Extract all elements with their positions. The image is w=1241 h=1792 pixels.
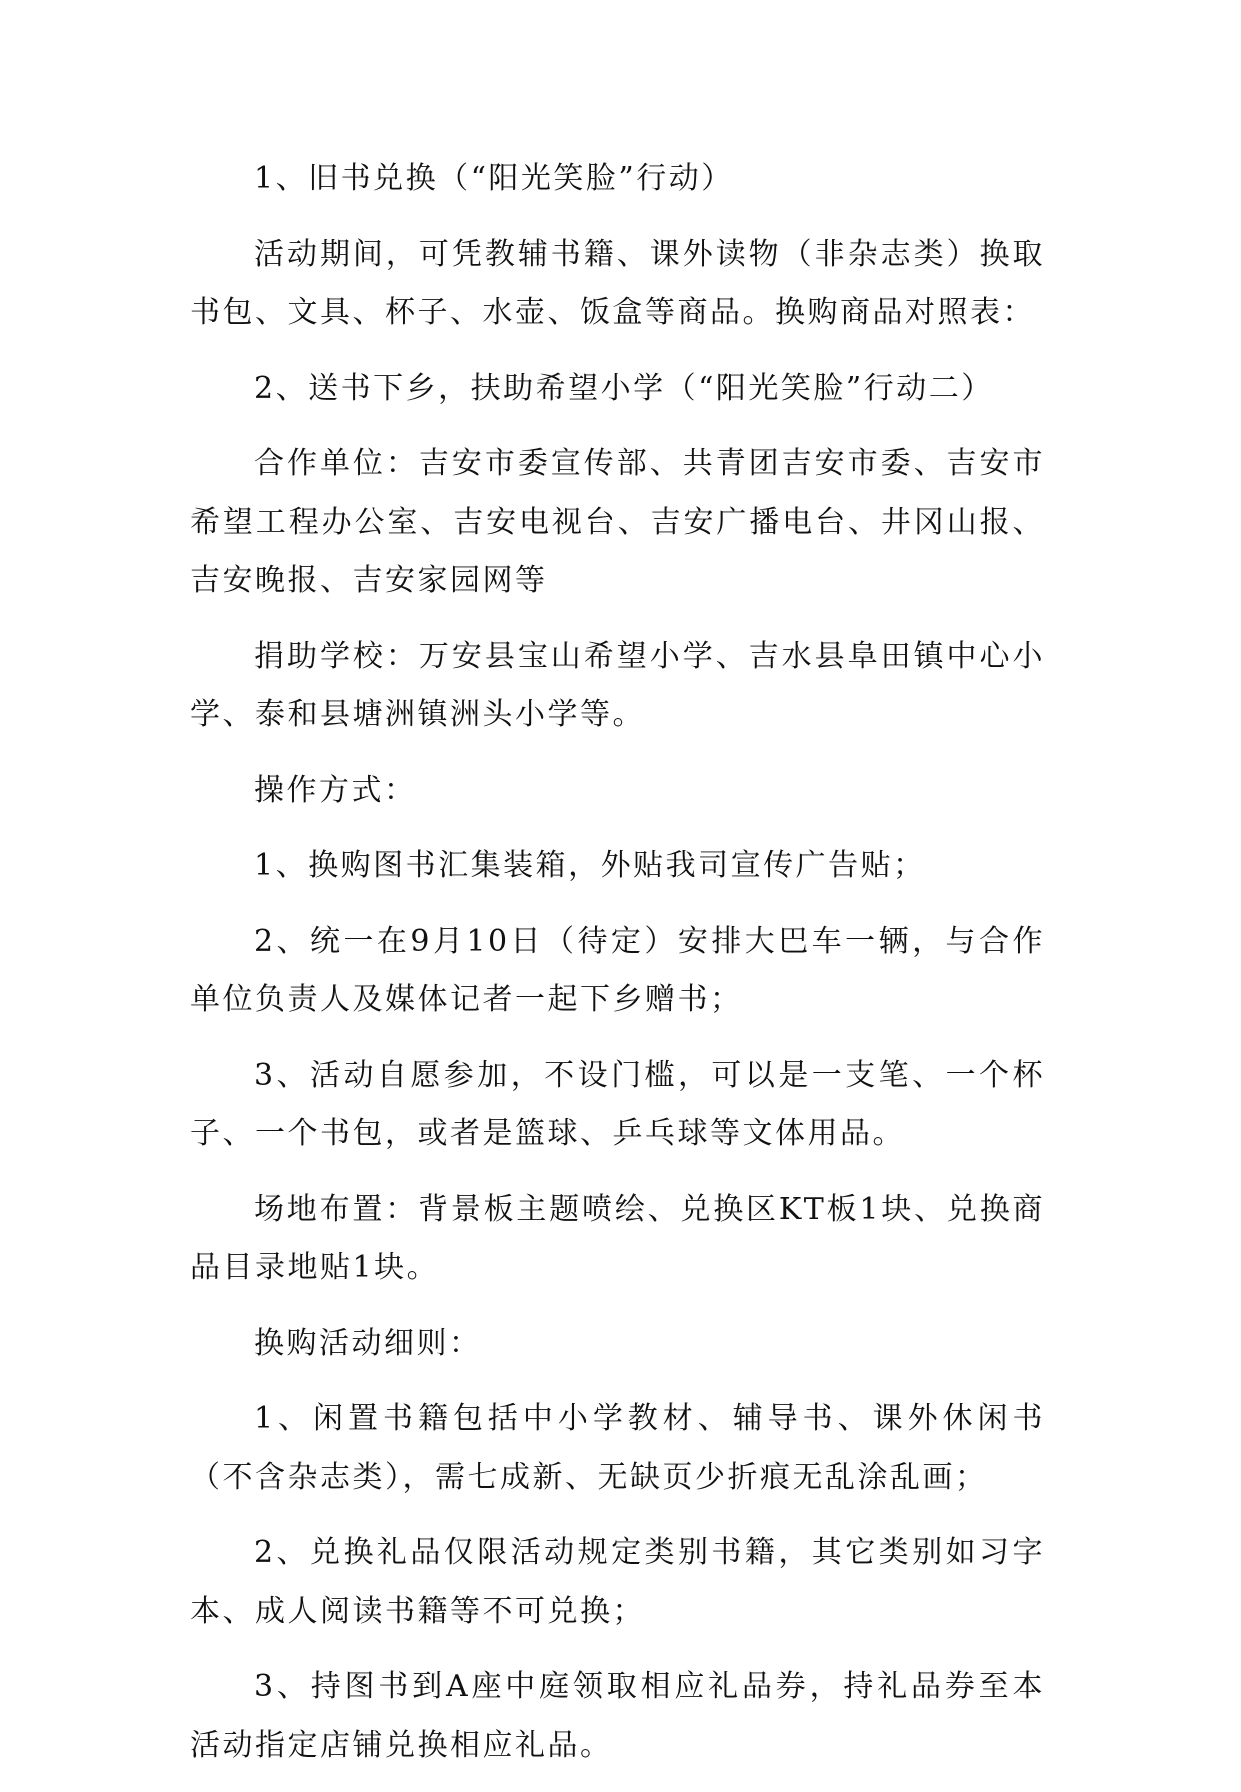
paragraph-exchange-description: 活动期间，可凭教辅书籍、课外读物（非杂志类）换取书包、文具、杯子、水壶、饭盒等商品。换购商品对照表： [190, 236, 1045, 330]
paragraph-operation-heading: 操作方式： [254, 772, 417, 808]
paragraph-rule-1: 1、闲置书籍包括中小学教材、辅导书、课外休闲书（不含杂志类），需七成新、无缺页少折痕无乱涂乱画； [190, 1401, 1045, 1495]
paragraph-operation-step-2: 2、统一在9月10日（待定）安排大巴车一辆，与合作单位负责人及媒体记者一起下乡赠书； [190, 923, 1045, 1017]
paragraph-partner-units: 合作单位：吉安市委宣传部、共青团吉安市委、吉安市希望工程办公室、吉安电视台、吉安广播电台、井冈山报、吉安晚报、吉安家园网等 [190, 446, 1045, 598]
paragraph-venue-layout: 场地布置：背景板主题喷绘、兑换区KT板1块、兑换商品目录地贴1块。 [190, 1191, 1045, 1285]
paragraph-operation-step-1: 1、换购图书汇集装箱，外贴我司宣传广告贴； [254, 848, 926, 883]
paragraph-rule-2: 2、兑换礼品仅限活动规定类别书籍，其它类别如习字本、成人阅读书籍等不可兑换； [190, 1535, 1045, 1629]
paragraph-donated-schools: 捐助学校：万安县宝山希望小学、吉水县阜田镇中心小学、泰和县塘洲镇洲头小学等。 [190, 638, 1045, 732]
paragraph-operation-step-3: 3、活动自愿参加，不设门槛，可以是一支笔、一个杯子、一个书包，或者是篮球、乒乓球等文体用品。 [190, 1057, 1045, 1151]
document-page [190, 150, 1045, 1792]
paragraph-rules-heading: 换购活动细则： [254, 1325, 482, 1361]
paragraph-send-books-heading: 2、送书下乡，扶助希望小学（“阳光笑脸”行动二） [254, 370, 994, 406]
paragraph-old-book-exchange-heading: 1、旧书兑换（“阳光笑脸”行动） [254, 161, 734, 196]
paragraph-rule-3: 3、持图书到A座中庭领取相应礼品券，持礼品券至本活动指定店铺兑换相应礼品。 [190, 1669, 1045, 1763]
